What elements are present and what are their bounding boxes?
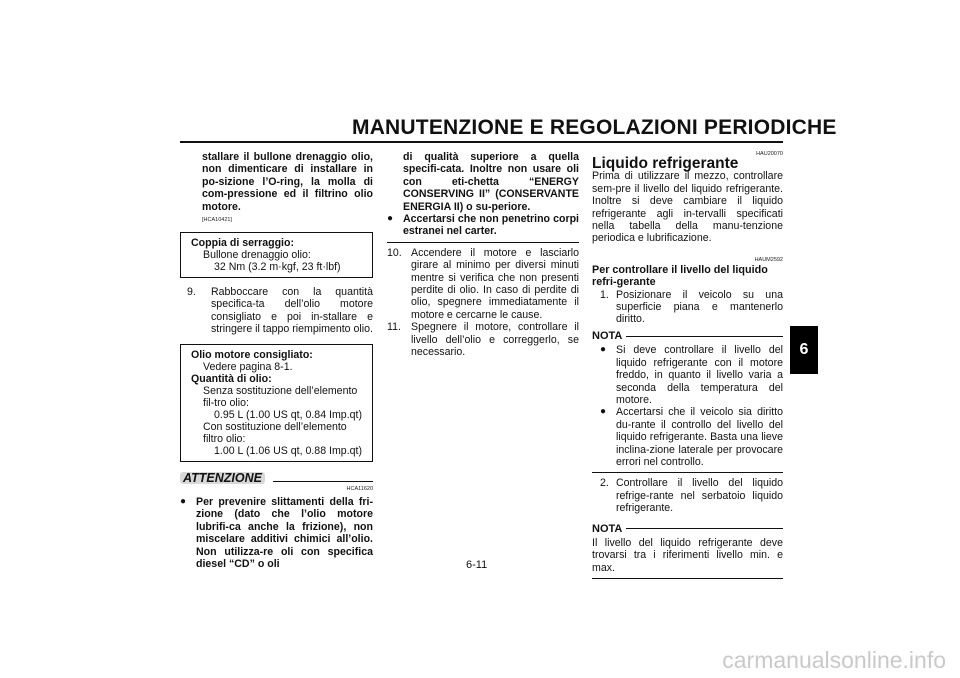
nota-bullet: [592, 406, 783, 468]
step-1: [592, 289, 783, 326]
watermark: carmanualsonline.info: [722, 647, 946, 673]
step-11: [387, 321, 579, 358]
section-heading: Liquido refrigerante: [592, 155, 739, 172]
torque-spec-box: [180, 232, 373, 278]
step-text: Posizionare il veicolo su una superficie piana e mantenerlo diritto.: [616, 288, 783, 326]
bullet-icon: ●: [600, 344, 607, 356]
attention-bullet: [180, 496, 373, 570]
step-number: 11.: [387, 321, 401, 334]
bullet-icon: ●: [180, 496, 187, 508]
nota-label: NOTA: [592, 522, 623, 535]
intro-warning-text: stallare il bullone drenaggio olio, non dimenticare di installare in po-sizione l’O-ring, la molla di com-pressione ed il filtrino olio motore.: [202, 151, 373, 213]
attention-text: Per prevenire slittamenti della fri-zione (dato che l’olio motore lubrifi-ca anche la frizione), non miscelare additivi chimici all’olio. Non utilizza-re oli con specifica diesel “CD” o oli: [196, 496, 373, 571]
attention-label: ATTENZIONE: [180, 472, 265, 484]
step-number: 10.: [387, 246, 402, 259]
nota-header: [592, 330, 783, 342]
step-2: [592, 477, 783, 514]
ref-code: [HCA10421]: [202, 217, 232, 224]
oil-spec-box: [180, 344, 373, 462]
nota-text: Il livello del liquido refrigerante deve trovarsi tra i riferimenti livello min. e max.: [592, 536, 783, 574]
column-1: [180, 151, 373, 571]
bullet-icon: ●: [387, 213, 394, 225]
bullet-icon: ●: [600, 406, 607, 418]
step-10: [387, 247, 579, 321]
step-number: 9.: [187, 286, 196, 299]
nota-label: NOTA: [592, 329, 623, 342]
column-3: [592, 151, 783, 579]
bullet-text: Accertarsi che il veicolo sia diritto du-rante il controllo del livello del liquido refrigerante. Basta una lieve inclina-zione laterale per provocare errori nel controllo.: [616, 406, 783, 468]
attention-rule: [273, 481, 373, 482]
oil-box-title: Olio motore consigliato:: [191, 348, 313, 361]
step-number: 2.: [600, 477, 609, 490]
nota-end-rule: [592, 472, 783, 473]
oil-line: Vedere pagina 8-1.: [203, 360, 293, 373]
header-rule: [180, 141, 783, 143]
torque-box-title: Coppia di serraggio:: [191, 237, 295, 250]
section-code: HAU20070: [756, 151, 783, 157]
oil-line: Con sostituzione dell’elemento filtro olio:: [203, 420, 347, 445]
page-number: 6-11: [466, 559, 488, 571]
attention-continued: di qualità superiore a quella specifi-cata. Inoltre non usare oli con eti-chetta “ENERGY CONSERVING II” (CONSERVANTE ENERGIA II) o su-periore.: [403, 151, 579, 213]
subsection-code: HAUM2592: [754, 256, 783, 263]
attention-code: HCA11620: [346, 486, 373, 493]
attention-end-rule: [387, 242, 579, 243]
bullet-text: Si deve controllare il livello del liquido refrigerante con il motore freddo, in quanto il livello varia a seconda della temperatura del motore.: [616, 344, 783, 406]
attention-section: [180, 472, 373, 571]
oil-line: Senza sostituzione dell’elemento fil-tro olio:: [203, 384, 358, 409]
nota-end-rule: [592, 578, 783, 579]
step-text: Rabboccare con la quantità specifica-ta dell’olio motore consigliato e poi in-stallare e stringere il tappo riempimento olio.: [211, 286, 373, 336]
step-9: [180, 286, 373, 336]
section-intro: Prima di utilizzare il mezzo, controllare sem-pre il livello del liquido refrigerante. Inoltre si deve cambiare il liquido refrigerante agli in-tervalli specificati nella tabella della manu-tenzione periodica e lubrificazione.: [592, 170, 783, 245]
torque-line: Bullone drenaggio olio:: [203, 249, 311, 262]
torque-value: 32 Nm (3.2 m·kgf, 23 ft·lbf): [214, 261, 341, 274]
nota-rule: [626, 336, 783, 337]
step-text: Spegnere il motore, controllare il livello dell’olio e correggerlo, se necessario.: [411, 321, 579, 359]
subsection-heading: Per controllare il livello del liquido refri-gerante: [592, 263, 768, 289]
nota-rule: [626, 528, 783, 529]
oil-qty-title: Quantità di olio:: [191, 372, 272, 385]
oil-value: 1.00 L (1.06 US qt, 0.88 Imp.qt): [214, 444, 363, 457]
step-number: 1.: [600, 288, 609, 301]
step-text: Accendere il motore e lasciarlo girare al minimo per diversi minuti mentre si verifica che non presenti perdite di olio. In caso di perdite di olio, spegnere immediatamente il motore e cercarne le cause.: [411, 246, 579, 321]
oil-value: 0.95 L (1.00 US qt, 0.84 Imp.qt): [214, 408, 363, 421]
chapter-tab: 6: [790, 326, 818, 374]
bullet-text: Accertarsi che non penetrino corpi estranei nel carter.: [403, 213, 579, 238]
nota-header-2: [592, 523, 783, 535]
page-header-title: MANUTENZIONE E REGOLAZIONI PERIODICHE: [352, 116, 837, 139]
step-text: Controllare il livello del liquido refrige-rante nel serbatoio liquido refrigerante.: [616, 477, 783, 515]
nota-bullet: [592, 344, 783, 406]
attention-bullet-2: [387, 213, 579, 238]
column-2: [387, 151, 579, 359]
